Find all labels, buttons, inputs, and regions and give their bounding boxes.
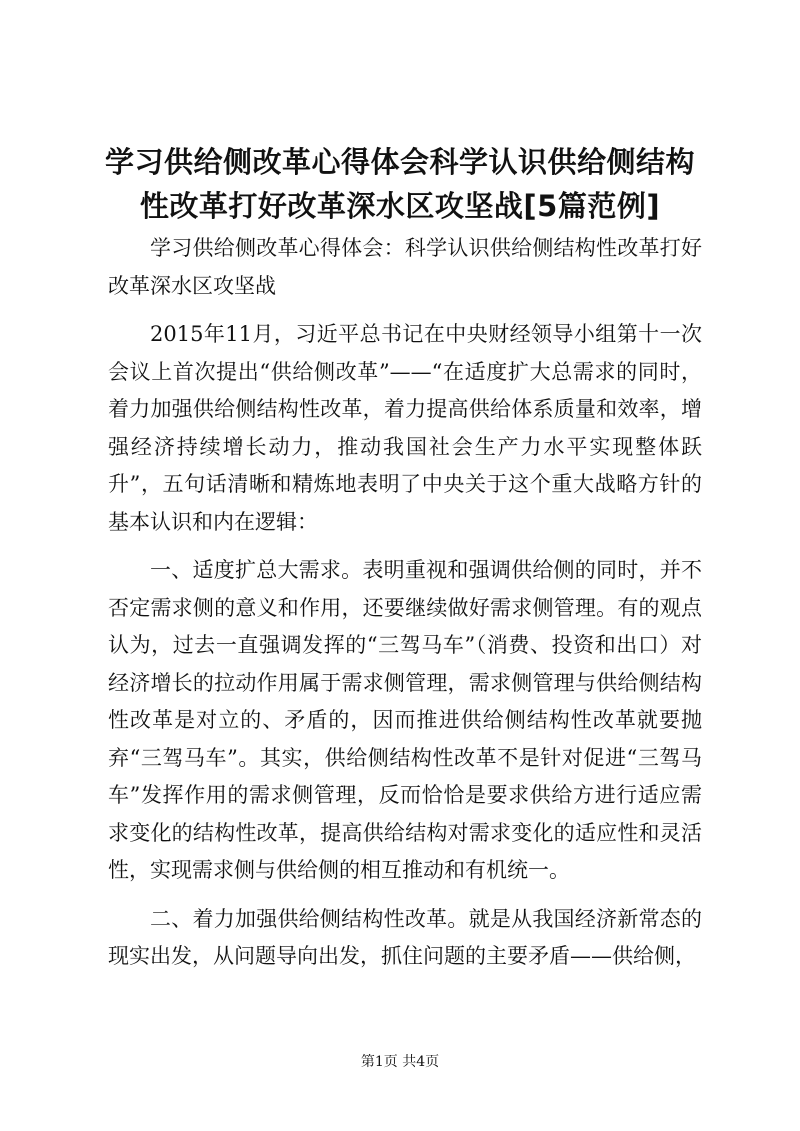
paragraph-subtitle: 学习供给侧改革心得体会：科学认识供给侧结构性改革打好改革深水区攻坚战 xyxy=(108,236,702,298)
paragraph-point-one: 一、适度扩总大需求。表明重视和强调供给侧的同时，并不否定需求侧的意义和作用，还要继续做好需求侧管理。有的观点认为，过去一直强调发挥的“三驾马车”（消费、投资和出口）对经济增长的拉动作用属于需求侧管理，需求侧管理与供给侧结构性改革是对立的、矛盾的，因而推进供给侧结构性改革就要抛弃“三驾马车”。其实，供给侧结构性改革不是针对促进“三驾马车”发挥作用的需求侧管理，反而恰恰是要求供给方进行适应需求变化的结构性改革，提高供给结构对需求变化的适应性和灵活性，实现需求侧与供给侧的相互推动和有机统一。 xyxy=(108,558,702,882)
document-body xyxy=(108,230,702,976)
paragraph-intro: 2015年11月，习近平总书记在中央财经领导小组第十一次会议上首次提出“供给侧改革”——“在适度扩大总需求的同时，着力加强供给侧结构性改革，着力提高供给体系质量和效率，增强经济持续增长动力，推动我国社会生产力水平实现整体跃升”，五句话清晰和精炼地表明了中央关于这个重大战略方针的基本认识和内在逻辑： xyxy=(108,322,702,534)
document-title: 学习供给侧改革心得体会科学认识供给侧结构性改革打好改革深水区攻坚战[5篇范例] xyxy=(104,145,695,223)
page-footer: 第1页 共4页 xyxy=(360,1054,440,1070)
paragraph-point-two: 二、着力加强供给侧结构性改革。就是从我国经济新常态的现实出发，从问题导向出发，抓住问题的主要矛盾——供给侧， xyxy=(108,906,702,968)
